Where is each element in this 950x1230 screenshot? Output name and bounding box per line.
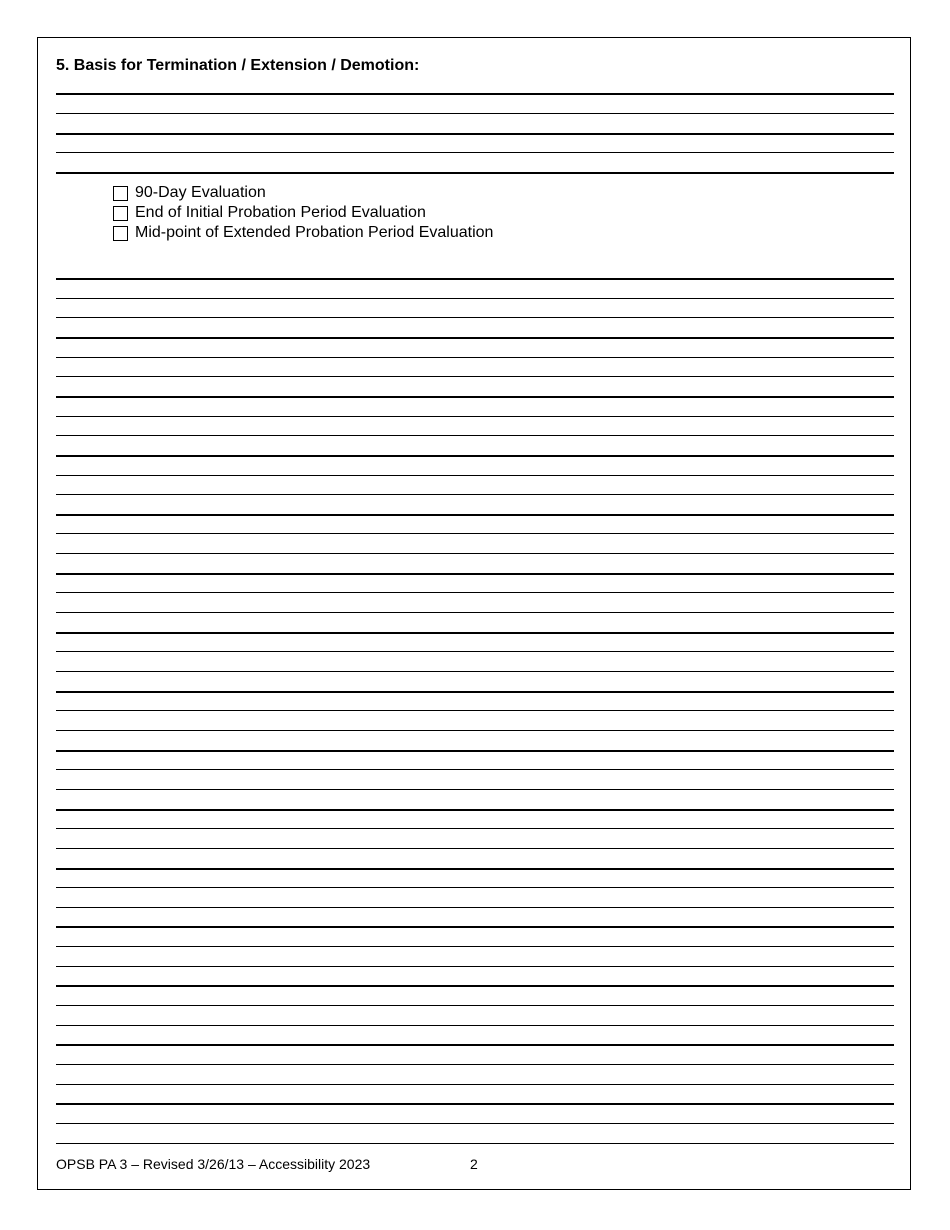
writing-line [56, 1064, 894, 1065]
writing-line [56, 828, 894, 829]
writing-line [56, 553, 894, 554]
writing-line [56, 416, 894, 417]
writing-line [56, 730, 894, 731]
writing-line [56, 1044, 894, 1046]
writing-line [56, 455, 894, 457]
writing-line [56, 769, 894, 770]
writing-line [56, 750, 894, 752]
writing-line [56, 278, 894, 280]
writing-line [56, 1143, 894, 1144]
writing-line [56, 966, 894, 967]
writing-line [56, 710, 894, 711]
writing-line [56, 317, 894, 318]
checkbox-label: 90-Day Evaluation [135, 184, 266, 201]
writing-line [56, 1025, 894, 1026]
writing-line [56, 533, 894, 534]
writing-line [56, 1103, 894, 1105]
writing-line [56, 887, 894, 888]
writing-line [56, 573, 894, 575]
checkbox-mid-point-extended[interactable] [113, 226, 128, 241]
checkbox-label: End of Initial Probation Period Evaluation [135, 204, 426, 221]
checkbox-label: Mid-point of Extended Probation Period Evaluation [135, 224, 494, 241]
page-number: 2 [470, 1156, 478, 1172]
writing-line [56, 298, 894, 299]
writing-line [56, 494, 894, 495]
writing-line [56, 113, 894, 114]
writing-line [56, 926, 894, 928]
writing-line [56, 1084, 894, 1085]
writing-line [56, 651, 894, 652]
writing-line [56, 946, 894, 947]
writing-line [56, 592, 894, 593]
evaluation-option-end-of-initial[interactable] [113, 203, 493, 223]
evaluation-option-mid-point-extended[interactable] [113, 223, 493, 243]
writing-line [56, 612, 894, 613]
writing-line [56, 337, 894, 339]
writing-line [56, 868, 894, 870]
writing-line [56, 848, 894, 849]
writing-line [56, 133, 894, 135]
writing-line [56, 1123, 894, 1124]
writing-line [56, 809, 894, 811]
writing-line [56, 907, 894, 908]
footer-form-id: OPSB PA 3 – Revised 3/26/13 – Accessibility 2023 [56, 1156, 371, 1172]
writing-line [56, 1005, 894, 1006]
writing-line [56, 376, 894, 377]
evaluation-type-list [113, 183, 493, 243]
writing-line [56, 435, 894, 436]
writing-line [56, 357, 894, 358]
evaluation-option-90-day[interactable] [113, 183, 493, 203]
writing-line [56, 789, 894, 790]
writing-line [56, 152, 894, 153]
writing-line [56, 93, 894, 95]
writing-line [56, 632, 894, 634]
writing-line [56, 514, 894, 516]
checkbox-end-of-initial[interactable] [113, 206, 128, 221]
writing-line [56, 691, 894, 693]
section-heading: 5. Basis for Termination / Extension / Demotion: [56, 57, 420, 74]
writing-line [56, 985, 894, 987]
writing-line [56, 172, 894, 174]
writing-line [56, 396, 894, 398]
writing-line [56, 475, 894, 476]
writing-line [56, 671, 894, 672]
checkbox-90-day[interactable] [113, 186, 128, 201]
